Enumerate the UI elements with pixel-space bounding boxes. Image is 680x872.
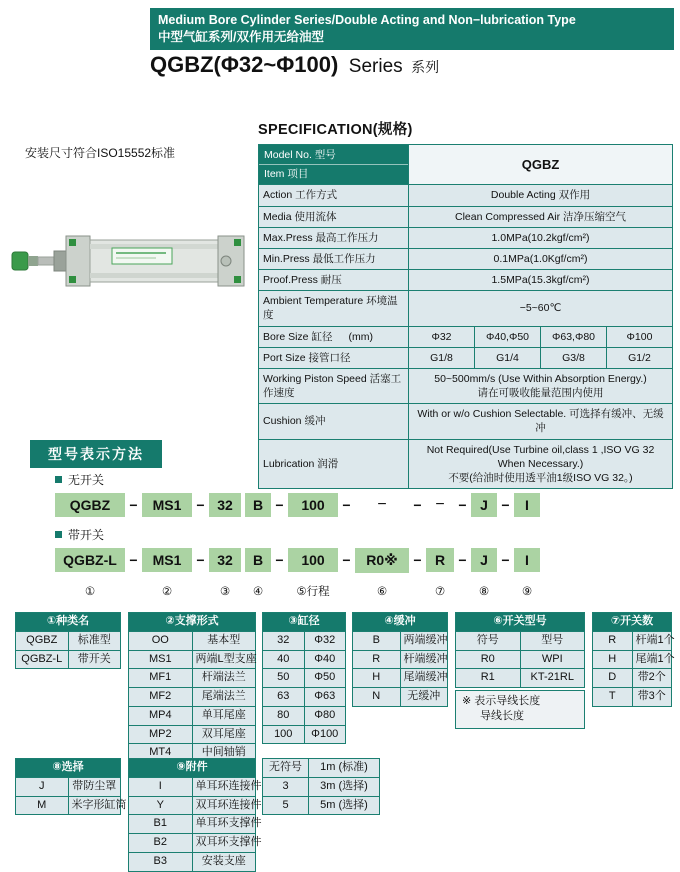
switch-table-header: ⑥开关型号 [456,613,585,632]
table-row: D 带2个 [593,669,672,688]
specification-section [258,118,672,489]
model-code-row-with-switch [55,547,595,573]
code-box-bore: 32 [209,548,241,572]
table-row: B2 双耳环支撑件 [129,834,256,853]
port-v3: G3/8 [541,347,607,368]
table-row: B 两端缓冲 [353,631,448,650]
switch-count-table [592,612,675,707]
table-row: B1 单耳环支撑件 [129,815,256,834]
code-box-switch-count: R [426,548,454,572]
square-bullet-icon [55,476,62,483]
spec-label [259,326,409,347]
spec-label: Port Size 接管口径 [259,347,409,368]
table-row: N 无缓冲 [353,688,448,707]
spec-label: Max.Press 最高工作压力 [259,227,409,248]
spec-label: Action 工作方式 [259,185,409,206]
dash: − [377,496,387,513]
switch-model-table [455,612,585,688]
dash: − [501,497,510,513]
bore-v3: Φ63,Φ80 [541,326,607,347]
table-row: R0 WPI [456,650,585,669]
code-box-select: J [471,493,497,517]
code-box-support: MS1 [142,493,192,517]
spec-row-max-press [259,227,673,248]
dash: − [458,552,467,568]
dash: − [196,497,205,513]
code-box-cushion: B [245,493,271,517]
index-9: ⑨ [521,586,533,598]
code-box-select: J [471,548,497,572]
table-row: QGBZ 标准型 [16,631,121,650]
title-series-en: Series [348,56,403,77]
spec-header-row [259,145,673,185]
index-3: ③ [219,586,231,598]
model-code-row-no-switch [55,492,595,518]
bore-v2: Φ40,Φ50 [475,326,541,347]
lube-line1: Not Required(Use Turbine oil,class 1 ,ISO VG 32 When Necessary.) [426,443,655,470]
dash: − [413,497,422,513]
speed-line1: 50~500mm/s (Use Within Absorption Energy.) [434,372,647,385]
spec-label: Cushion 缓冲 [259,404,409,439]
iso-standard-note: 安装尺寸符合ISO15552标准 [25,146,176,160]
port-v4: G1/2 [607,347,673,368]
select-option-table [15,758,127,815]
spec-row-proof-press [259,270,673,291]
table-row: 40 Φ40 [263,650,346,669]
code-box-accessory: I [514,548,540,572]
note-line2: 导线长度 [480,710,524,723]
dash: − [129,552,138,568]
select-table-header: ⑧选择 [16,759,121,778]
banner-line-en: Medium Bore Cylinder Series/Double Acting and Non−lubrication Type [158,13,576,27]
spec-value [409,368,673,403]
dash: − [129,497,138,513]
no-switch-text: 无开关 [68,473,105,487]
spec-value: Clean Compressed Air 洁净压缩空气 [409,206,673,227]
no-switch-label [55,472,595,487]
code-box-switch: R0※ [355,548,409,573]
dash: − [501,552,510,568]
index-8: ⑧ [478,586,490,598]
index-1: ① [84,586,96,598]
table-row: I 单耳环连接件 [129,777,256,796]
code-box-support: MS1 [142,548,192,572]
dash: − [413,552,422,568]
code-box-cushion: B [245,548,271,572]
spec-value: 1.0MPa(10.2kgf/cm²) [409,227,673,248]
table-row: J 带防尘罩 [16,777,121,796]
bore-unit: (mm) [348,330,373,343]
dash: − [275,552,284,568]
spec-row-min-press [259,248,673,269]
port-v1: G1/8 [409,347,475,368]
table-row: R 杆端1个 [593,631,672,650]
switch-count-header: ⑦开关数 [593,613,672,632]
with-switch-text: 带开关 [68,528,105,542]
dash: − [196,552,205,568]
cushion-table [352,612,448,707]
table-row: QGBZ-L 带开关 [16,650,121,669]
bore-table-header: ③缸径 [263,613,346,632]
spec-row-ambient-temp [259,291,673,326]
code-box-accessory: I [514,493,540,517]
accessory-table [128,758,262,872]
spec-corner-cell [259,145,409,185]
spec-corner-item: Item 项目 [259,164,408,184]
spec-corner-model-no: Model No. 型号 [264,149,336,161]
cylinder-product-image [10,208,250,325]
table-row: MF2 尾端法兰 [129,688,256,707]
dash: − [342,497,351,513]
kind-table-header: ①种类名 [16,613,121,632]
dash: − [458,497,467,513]
note-line1: ※ 表示导线长度 [462,695,541,707]
table-row: 5 5m (选择) [263,796,380,815]
table-row: T 带3个 [593,688,672,707]
bore-label: Bore Size 缸径 [263,330,333,343]
table-row: R1 KT-21RL [456,669,585,688]
spec-row-bore-size [259,326,673,347]
spec-label: Ambient Temperature 环境温度 [259,291,409,326]
spec-value: With or w/o Cushion Selectable. 可选择有缓冲、无缓冲 [409,404,673,439]
spec-label: Media 使用流体 [259,206,409,227]
code-box-series: QGBZ [55,493,125,517]
table-row: MS1 两端L型支座 [129,650,256,669]
index-4: ④ [252,586,264,598]
square-bullet-icon [55,531,62,538]
dash: − [275,497,284,513]
table-row: H 尾端缓冲 [353,669,448,688]
model-code-index-row [55,582,595,600]
spec-row-piston-speed [259,368,673,403]
spec-row-cushion [259,404,673,439]
table-row: 63 Φ63 [263,688,346,707]
table-row: M 米字形缸筒 [16,796,121,815]
table-row: 50 Φ50 [263,669,346,688]
code-box-series: QGBZ-L [55,548,125,572]
spec-value: Double Acting 双作用 [409,185,673,206]
spec-value: 0.1MPa(1.0Kgf/cm²) [409,248,673,269]
spec-model-value: QGBZ [409,145,673,185]
spec-value: 1.5MPa(15.3kgf/cm²) [409,270,673,291]
bore-v1: Φ32 [409,326,475,347]
model-designation-section [55,472,595,600]
dash: − [435,496,445,513]
table-row: MT4 中间轴销 [129,744,256,763]
table-row: B3 安装支座 [129,852,256,871]
table-row: Y 双耳环连接件 [129,796,256,815]
support-table-header: ②支撑形式 [129,613,256,632]
spec-title: SPECIFICATION(规格) [258,122,413,138]
title-model: QGBZ(Φ32~Φ100) [150,52,339,77]
cushion-table-header: ④缓冲 [353,613,448,632]
port-v2: G1/4 [475,347,541,368]
table-row: MF1 杆端法兰 [129,669,256,688]
spec-row-media [259,206,673,227]
index-7: ⑦ [434,586,446,598]
spec-label: Min.Press 最低工作压力 [259,248,409,269]
table-subheader-row: 符号 型号 [456,631,585,650]
lube-line2: 不要(给油时使用透平油1级ISO VG 32。) [448,471,633,484]
table-row: 80 Φ80 [263,706,346,725]
support-type-table [128,612,256,763]
table-row: 3 3m (选择) [263,777,380,796]
table-row: MP2 双耳尾座 [129,725,256,744]
index-6: ⑥ [376,586,388,598]
spec-label: Lubrication 润滑 [259,439,409,489]
code-box-bore: 32 [209,493,241,517]
page-title [150,52,439,78]
bore-table [262,612,346,744]
model-designation-header: 型号表示方法 [30,440,162,468]
spec-row-port-size [259,347,673,368]
dash: − [342,552,351,568]
table-row: OO 基本型 [129,631,256,650]
banner-line-cn: 中型气缸系列/双作用无给油型 [158,29,324,44]
bore-v4: Φ100 [607,326,673,347]
lead-wire-note [455,690,585,729]
index-2: ② [161,586,173,598]
table-row: 100 Φ100 [263,725,346,744]
header-banner [150,8,674,50]
spec-table [258,144,673,489]
spec-row-action [259,185,673,206]
kind-table [15,612,121,669]
spec-label: Working Piston Speed 活塞工作速度 [259,368,409,403]
code-box-stroke: 100 [288,493,338,517]
accessory-table-header: ⑨附件 [129,759,256,778]
table-row: MP4 单耳尾座 [129,706,256,725]
spec-value: −5~60℃ [409,291,673,326]
index-5-stroke: ⑤行程 [296,586,330,598]
table-row: 无符号 1m (标准) [263,759,380,778]
cable-length-table [262,758,380,815]
table-row: R 杆端缓冲 [353,650,448,669]
table-row: 32 Φ32 [263,631,346,650]
code-box-stroke: 100 [288,548,338,572]
spec-label: Proof.Press 耐压 [259,270,409,291]
cylinder-drawing [10,208,250,320]
with-switch-label [55,527,595,542]
speed-line2: 请在可吸收能量范围内使用 [477,387,604,400]
title-series-cn: 系列 [411,59,440,75]
table-row: H 尾端1个 [593,650,672,669]
